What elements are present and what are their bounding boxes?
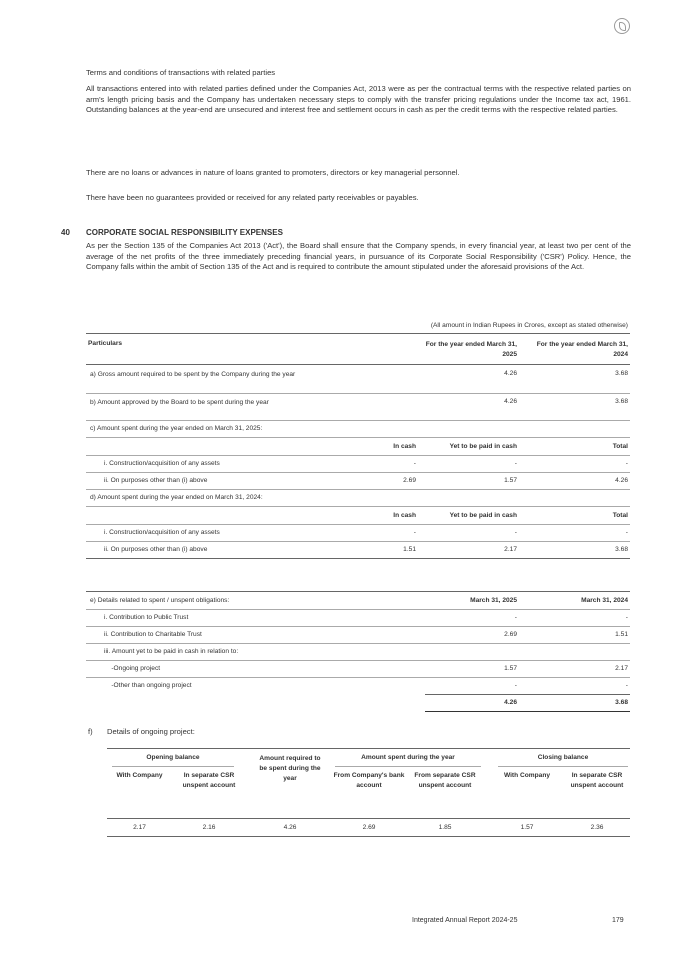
row-divider bbox=[86, 489, 630, 490]
row-divider bbox=[86, 420, 630, 421]
opening-balance-header: Opening balance bbox=[146, 754, 200, 761]
row-a-label: a) Gross amount required to be spent by the Company during the year bbox=[90, 371, 296, 378]
t2-row-3-label: iii. Amount yet to be paid in cash in relation to: bbox=[104, 648, 239, 655]
c-row-2-total: 4.26 bbox=[615, 477, 628, 484]
section-title: CORPORATE SOCIAL RESPONSIBILITY EXPENSES bbox=[86, 228, 283, 237]
table2-header-2025: March 31, 2025 bbox=[470, 597, 517, 604]
section-paragraph: As per the Section 135 of the Companies Act 2013 ('Act'), the Board shall ensure that the Company spends, in every financial year, at least two per cent of the average of the net profits of the three immediately preceding financial years, in pursuance of its Corporate Social Responsibility ('CSR') Policy. Hence, the Company falls within the ambit of Section 135 of the Act and is required to contribute the amount stipulated under the aforesaid provisions of the Act. bbox=[86, 241, 631, 272]
row-divider bbox=[86, 660, 630, 661]
t2-row-2-v1: 2.69 bbox=[504, 631, 517, 638]
d-row-2-total: 3.68 bbox=[615, 546, 628, 553]
loans-statement: There are no loans or advances in nature of loans granted to promoters, directors or key managerial personnel. bbox=[86, 168, 460, 177]
amount-note: (All amount in Indian Rupees in Crores, except as stated otherwise) bbox=[430, 322, 628, 329]
t2-total-2024: 3.68 bbox=[615, 699, 628, 706]
table1-bottom-rule bbox=[86, 558, 630, 559]
row-d-label: d) Amount spent during the year ended on March 31, 2024: bbox=[90, 494, 263, 501]
row-divider bbox=[86, 643, 630, 644]
t3-spent-company-bank: 2.69 bbox=[362, 824, 376, 831]
footer-report-title: Integrated Annual Report 2024-25 bbox=[412, 917, 518, 924]
amount-spent-header: Amount spent during the year bbox=[361, 754, 455, 761]
d-yet-to-pay-header: Yet to be paid in cash bbox=[449, 512, 517, 519]
t2-row-5-label: -Other than ongoing project bbox=[104, 682, 192, 689]
table3-label-number: f) bbox=[88, 727, 93, 736]
fy2024-header: For the year ended March 31, 2024 bbox=[536, 341, 628, 358]
closing-balance-header: Closing balance bbox=[537, 754, 589, 761]
table3-header-rule bbox=[107, 818, 630, 819]
particulars-header: Particulars bbox=[88, 340, 123, 347]
t3-opening-with-company: 2.17 bbox=[133, 824, 146, 831]
d-row-2-cash: 1.51 bbox=[403, 546, 416, 553]
t2-row-4-v2: 2.17 bbox=[615, 665, 628, 672]
c-row-2-label: ii. On purposes other than (i) above bbox=[104, 477, 208, 484]
c-total-header: Total bbox=[612, 443, 628, 450]
row-divider bbox=[86, 472, 630, 473]
table1-top-rule bbox=[86, 333, 630, 334]
table3-top-rule bbox=[107, 748, 630, 749]
opening-with-company-header: With Company bbox=[116, 772, 163, 779]
c-in-cash-header: In cash bbox=[393, 443, 416, 450]
total-bottom-rule bbox=[425, 711, 630, 712]
t2-row-2-v2: 1.51 bbox=[615, 631, 628, 638]
d-row-2-yet: 2.17 bbox=[504, 546, 517, 553]
row-b-label: b) Amount approved by the Board to be spent during the year bbox=[90, 399, 269, 406]
c-yet-to-pay-header: Yet to be paid in cash bbox=[449, 443, 517, 450]
c-row-2-yet: 1.57 bbox=[504, 477, 517, 484]
t2-row-1-label: i. Contribution to Public Trust bbox=[104, 614, 189, 621]
row-divider bbox=[86, 541, 630, 542]
opening-csr-account-header: In separate CSR unspent account bbox=[182, 772, 236, 789]
row-b-value-2024: 3.68 bbox=[615, 398, 628, 405]
t3-amount-required: 4.26 bbox=[283, 824, 297, 831]
row-divider bbox=[86, 393, 630, 394]
spent-csr-account-header: From separate CSR unspent account bbox=[414, 772, 476, 789]
row-c-label: c) Amount spent during the year ended on March 31, 2025: bbox=[90, 425, 263, 432]
d-row-1-label: i. Construction/acquisition of any assets bbox=[104, 529, 220, 536]
c-row-1-label: i. Construction/acquisition of any assets bbox=[104, 460, 220, 467]
related-party-terms-heading: Terms and conditions of transactions with related parties bbox=[86, 68, 276, 77]
t2-row-2-label: ii. Contribution to Charitable Trust bbox=[104, 631, 202, 638]
t2-row-4-label: -Ongoing project bbox=[104, 665, 161, 672]
group-rule bbox=[112, 766, 234, 767]
spent-company-bank-header: From Company's bank account bbox=[333, 772, 405, 789]
guarantees-statement: There have been no guarantees provided or received for any related party receivables or payables. bbox=[86, 193, 419, 202]
group-rule bbox=[335, 766, 481, 767]
amount-required-header: Amount required to be spent during the year bbox=[259, 755, 321, 782]
d-row-2-label: ii. On purposes other than (i) above bbox=[104, 546, 208, 553]
c-row-1-total: - bbox=[625, 460, 628, 467]
table2-top-rule bbox=[86, 591, 630, 592]
company-logo-icon bbox=[614, 18, 630, 34]
t3-spent-csr-account: 1.85 bbox=[438, 824, 452, 831]
t2-row-5-v2: - bbox=[625, 682, 628, 689]
d-in-cash-header: In cash bbox=[393, 512, 416, 519]
t2-row-1-v2: - bbox=[625, 614, 628, 621]
t3-opening-csr-account: 2.16 bbox=[202, 824, 216, 831]
table1-header-rule bbox=[86, 364, 630, 365]
row-b-value-2025: 4.26 bbox=[504, 398, 517, 405]
footer-page-number: 179 bbox=[612, 917, 624, 924]
row-a-value-2025: 4.26 bbox=[504, 370, 517, 377]
d-row-1-total: - bbox=[625, 529, 628, 536]
c-row-1-cash: - bbox=[413, 460, 416, 467]
row-divider bbox=[86, 455, 630, 456]
row-divider bbox=[86, 506, 630, 507]
table2-label: e) Details related to spent / unspent obligations: bbox=[90, 597, 230, 604]
row-divider bbox=[86, 609, 630, 610]
table3-bottom-rule bbox=[107, 836, 630, 837]
row-divider bbox=[86, 677, 630, 678]
d-total-header: Total bbox=[612, 512, 628, 519]
row-divider bbox=[86, 437, 630, 438]
table2-header-2024: March 31, 2024 bbox=[581, 597, 628, 604]
row-a-value-2024: 3.68 bbox=[615, 370, 628, 377]
closing-csr-account-header: In separate CSR unspent account bbox=[570, 772, 624, 789]
t2-row-1-v1: - bbox=[514, 614, 517, 621]
t2-total-2025: 4.26 bbox=[504, 699, 517, 706]
table3-label: Details of ongoing project: bbox=[107, 727, 195, 736]
c-row-1-yet: - bbox=[514, 460, 517, 467]
group-rule bbox=[498, 766, 628, 767]
c-row-2-cash: 2.69 bbox=[403, 477, 416, 484]
related-party-terms-paragraph: All transactions entered into with related parties defined under the Companies Act, 2013 were as per the contractual terms with the respective related parties on arm's length pricing basis and the Company has undertaken necessary steps to comply with the transfer pricing regulations under the Income tax act, 1961. Outstanding balances at the year-end are unsecured and interest free and settlement occurs in cash as per the credit terms with the respective related parties. bbox=[86, 84, 631, 115]
row-divider bbox=[86, 524, 630, 525]
total-top-rule bbox=[425, 694, 630, 695]
closing-with-company-header: With Company bbox=[503, 772, 551, 779]
d-row-1-yet: - bbox=[514, 529, 517, 536]
t2-row-5-v1: - bbox=[514, 682, 517, 689]
fy2025-header: For the year ended March 31, 2025 bbox=[425, 341, 517, 358]
t2-row-4-v1: 1.57 bbox=[504, 665, 517, 672]
section-number: 40 bbox=[61, 228, 70, 237]
t3-closing-csr-account: 2.36 bbox=[590, 824, 604, 831]
t3-closing-with-company: 1.57 bbox=[520, 824, 534, 831]
d-row-1-cash: - bbox=[413, 529, 416, 536]
row-divider bbox=[86, 626, 630, 627]
